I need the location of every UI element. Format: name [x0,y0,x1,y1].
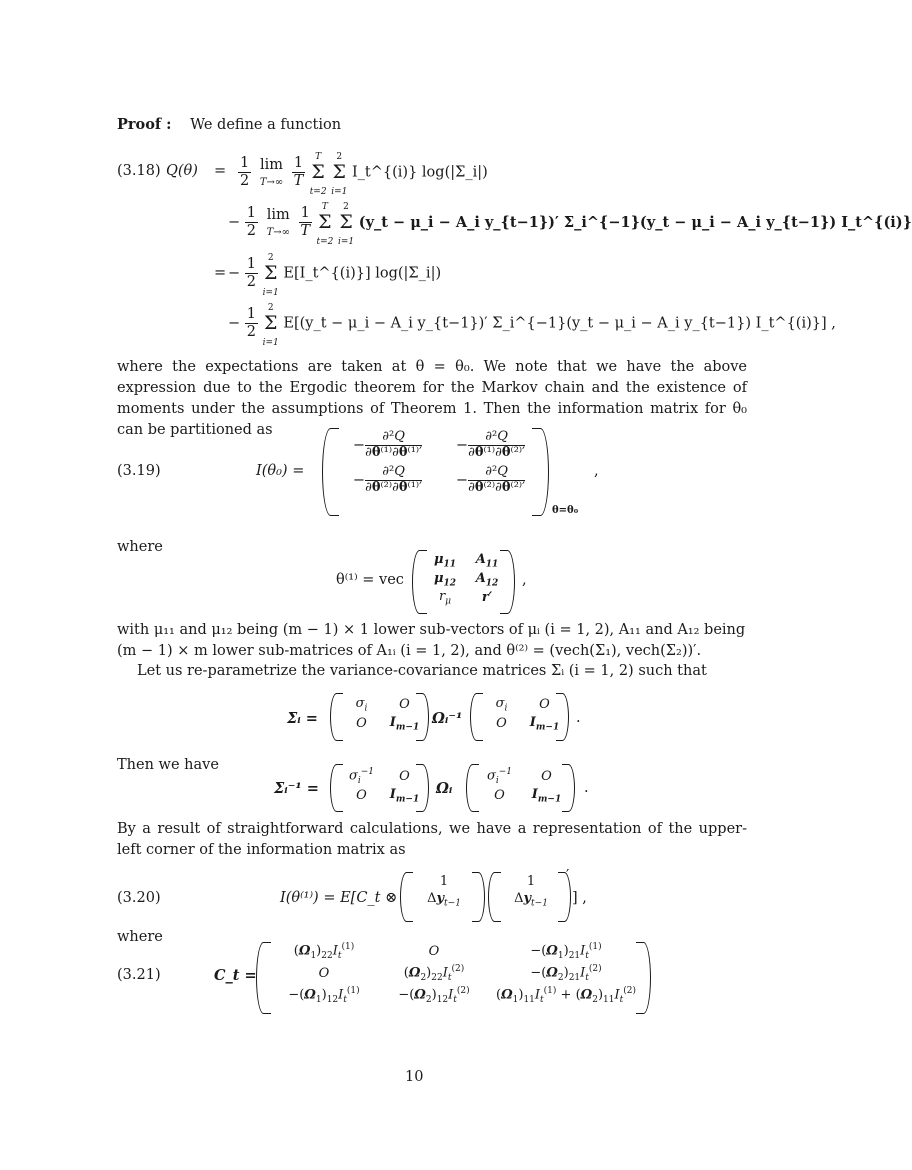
sigma-right-matrix: $\sigma_i$ O O $I_{m-1}$ [495,696,560,733]
vector-left: 1 $\Delta y_{t-1}$ [427,874,461,909]
eq-number-3-18: (3.18) [117,163,161,179]
eq-3-18-term-2: (y_t − μ_i − A_i y_{t−1})′ Σ_i^{−1}(y_t − μ_i − A_i y_{t−1}) I_t^{(i)} [358,214,912,231]
eq-3-18-line-3: − $\frac{1}{2}$ 2 Σ i=1 E[I_t^{(i)}] log(|Σ_i|) [228,253,442,298]
paragraph-reparametrize: Let us re-parametrize the variance-covariance matrices Σᵢ (i = 1, 2) such that [137,663,707,679]
document-page: Proof : We define a function (3.18) Q(θ) = $\frac{1}{2}$ lim T→∞ $\frac{1}{T}$ T Σ t=2 2 Σ i=1 I_t^{(i)} log(|Σ_i|) − $\frac{1}{2}$ lim T→∞ $\frac{1}{T}$ T Σ t=2 2 Σ i=1 (y_t − μ_i − A_i y_{t−1})′ Σ_i^{−1}(y_t − μ_i − A_i y_{t−1}) I_t^{(i)} = − $\frac{1}{2}$ 2 Σ i=1 E[I_t^{(i)}] log(|Σ_i|) − $\frac{1}{2}$ 2 Σ i=1 E[(y_t − μ_i − A_i y_{t−1})′ Σ_i^{−1}(y_t − μ_i − A_i y_{t−1}) I_t^{(i)}] , where the expectations are taken at θ = θ₀. We note that we have the above expression due to the Ergodic theorem for the Markov chain and the existence of moments under the assumptions of Theorem 1. Then the information matrix for θ₀ can be partitioned as (3.19) I(θ₀) = − $\frac{\text{∂²Q}}{\text{∂θ⁽¹⁾∂θ⁽¹⁾′}}$ − $\frac{\text{∂²Q}}{\text{∂θ⁽¹⁾∂θ⁽²⁾′}}$ − $\frac{\text{∂²Q}}{\text{∂θ⁽²⁾∂θ⁽¹⁾′}}$ − $\frac{\text{∂²Q}}{\text{∂θ⁽²⁾∂θ⁽²⁾′}}$ θ=θ₀ , where θ⁽¹⁾ = vec $\mu_{11}$ $A_{11}$ $\mu_{12}$ $A_{12}$ $r_\mu$ r′ , with μ₁₁ and μ₁₂ being (m − 1) × 1 lower sub-vectors of μᵢ (i = 1, 2), A₁₁ and A₁₂ being (m − 1) × m lower sub-matrices of A₁ᵢ (i = 1, 2), and θ⁽²⁾ = (vech(Σ₁), vech(Σ₂))′. Let us re-parametrize the variance-covariance matrices Σᵢ (i = 1, 2) such that Σᵢ = $\sigma_i$ O O $I_{m-1}$ Ωᵢ⁻¹ $\sigma_i$ O O $I_{m-1}$ . Then we have Σᵢ⁻¹ = $\sigma_i^{-1}$ O O $I_{m-1}$ Ωᵢ $\sigma_i^{-1}$ O O $I_{m-1}$ . By a result of straightforward calculations, we have a representation of the upper-left corner of the information matrix as (3.20) I(θ⁽¹⁾) = E[C_t ⊗ 1 $\Delta y_{t-1}$ 1 $\Delta y_{t-1}$ ′ ] , where (3.21) C_t = $(\Omega_1)_{22}I_t^{(1)}$ O $-(\Omega_1)_{21}I_t^{(1)}$ O $(\Omega_2)_{22}I_t^{(2)}$ $-(\Omega_2)_{21}I_t^{(2)}$ $-(\Omega_1)_{12}I_t^{(1)}$ $-(\Omega_2)_{12}I_t^{(2)}$ $(\Omega_1)_{11}I_t^{(1)} + (\Omega_2)_{11}I_t^{(2)}$ 10 [117,116,912,1085]
proof-heading [117,116,341,133]
eq-number-3-21: (3.21) [117,967,161,983]
eq-number-3-20: (3.20) [117,890,161,906]
vector-right: 1 $\Delta y_{t-1}$ [514,874,548,909]
proof-intro: We define a function [190,117,342,133]
omega: Ωᵢ [436,780,453,797]
theta1-lhs: θ⁽¹⁾ = vec [336,572,404,588]
eq-number-3-19: (3.19) [117,463,161,479]
eq-lhs-3-18: Q(θ) [166,163,198,179]
limit-operator: lim T→∞ [259,156,284,188]
paragraph-expectations: where the expectations are taken at θ = θ₀. We note that we have the above expression due to the Ergodic theorem for the Markov chain and the existence of moments under the assumptions of Theorem 1. Then the information matrix for θ₀ can be partitioned as [117,359,747,438]
eq-lhs-3-21: C_t = [214,967,257,984]
eval-subscript: θ=θ₀ [552,505,579,516]
paragraph-with-mu: with μ₁₁ and μ₁₂ being (m − 1) × 1 lower sub-vectors of μᵢ (i = 1, 2), A₁₁ and A₁₂ being [117,622,746,638]
then-we-have: Then we have [117,757,219,773]
eq-equals-3-18: = [214,163,227,179]
omega-inverse: Ωᵢ⁻¹ [432,710,463,727]
theta1-matrix: $\mu_{11}$ $A_{11}$ $\mu_{12}$ $A_{12}$ $r_\mu$ r′ [433,552,499,607]
sigma-lhs: Σᵢ = [287,710,318,727]
eq-lhs-3-19: I(θ₀) = [256,463,305,479]
information-matrix: − $\frac{\text{∂²Q}}{\text{∂θ⁽¹⁾∂θ⁽¹⁾′}}$ − $\frac{\text{∂²Q}}{\text{∂θ⁽¹⁾∂θ⁽²⁾′}}$ − $\frac{\text{∂²Q}}{\text{∂θ⁽²⁾∂θ⁽¹⁾′}}$ − $\frac{\text{∂²Q}}{\text{∂θ⁽²⁾∂θ⁽²⁾′}}$ [352,429,526,495]
sigma-inv-lhs: Σᵢ⁻¹ = [274,780,319,797]
sigma-inv-left-matrix: $\sigma_i^{-1}$ O O $I_{m-1}$ [348,767,420,805]
eq-3-18-line-4: − $\frac{1}{2}$ 2 Σ i=1 E[(y_t − μ_i − A_i y_{t−1})′ Σ_i^{−1}(y_t − μ_i − A_i y_{t−1}) I_t^{(i)}] , [228,303,836,348]
sum-i: 2 Σ i=1 [331,152,348,197]
proof-label: Proof : [117,116,172,133]
eq-3-18-term-3: E[I_t^{(i)}] log(|Σ_i|) [283,265,442,282]
eq-3-18-line-1: $\frac{1}{2}$ lim T→∞ $\frac{1}{T}$ T Σ t=2 2 Σ i=1 I_t^{(i)} log(|Σ_i|) [238,147,488,198]
sigma-inv-right-matrix: $\sigma_i^{-1}$ O O $I_{m-1}$ [486,767,562,805]
where-label-1: where [117,539,163,555]
half-fraction: $\frac{1}{2}$ [240,155,250,189]
paragraph-with-mu-cont: (m − 1) × m lower sub-matrices of A₁ᵢ (i = 1, 2), and θ⁽²⁾ = (vech(Σ₁), vech(Σ₂))′. [117,643,702,659]
eq-3-18-term-1: I_t^{(i)} log(|Σ_i|) [351,164,488,181]
eq-lhs-3-20: I(θ⁽¹⁾) = E[C_t ⊗ [280,890,398,906]
eq-3-18-line-2: − $\frac{1}{2}$ lim T→∞ $\frac{1}{T}$ T Σ t=2 2 Σ i=1 (y_t − μ_i − A_i y_{t−1})′ Σ_i^{−1}(y_t − μ_i − A_i y_{t−1}) I_t^{(i)} [228,202,912,247]
sigma-left-matrix: $\sigma_i$ O O $I_{m-1}$ [355,696,420,733]
eq-3-18-term-4: E[(y_t − μ_i − A_i y_{t−1})′ Σ_i^{−1}(y_t − μ_i − A_i y_{t−1}) I_t^{(i)}] , [283,315,836,332]
page-number: 10 [405,1069,424,1085]
where-label-2: where [117,929,163,945]
right-paren [532,428,549,516]
sum-t: T Σ t=2 [309,152,327,197]
paragraph-straightforward: By a result of straightforward calculations, we have a representation of the upper-left corner of the information matrix as [117,821,747,858]
c-t-matrix: $(\Omega_1)_{22}I_t^{(1)}$ O $-(\Omega_1)_{21}I_t^{(1)}$ O $(\Omega_2)_{22}I_t^{(2)}$ $-(\Omega_2)_{21}I_t^{(2)}$ $-(\Omega_1)_{12}I_t^{(1)}$ $-(\Omega_2)_{12}I_t^{(2)}$ $(\Omega_1)_{11}I_t^{(1)} + (\Omega_2)_{11}I_t^{(2)}$ [288,942,637,1005]
